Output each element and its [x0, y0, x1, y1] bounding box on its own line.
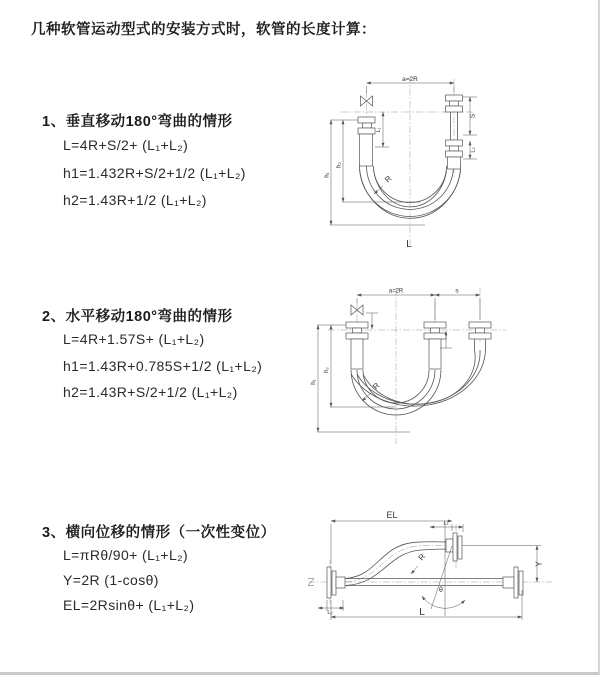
section-1-formula-h2: h2=1.43R+1/2 (L₁+L₂): [63, 192, 207, 208]
dim-label-y: Y: [534, 561, 544, 567]
dim-label-l2: L₂: [470, 147, 477, 153]
diagram-lateral-displacement: [300, 508, 590, 653]
dim-label-l1: L₁: [376, 127, 382, 133]
left-fitting: [346, 322, 368, 369]
dimension-lines: [317, 295, 480, 432]
dim-label-l1: L₁: [443, 520, 449, 527]
section-3-heading: 3、横向位移的情形（一次性变位）: [42, 525, 276, 541]
dim-label-l-total: L: [419, 607, 425, 618]
dim-label-s: S: [469, 113, 477, 119]
section-3-formula-el: EL=2Rsinθ+ (L₁+L₂): [63, 597, 195, 613]
hose-arcs: [351, 350, 486, 415]
section-2-heading: 2、水平移动180°弯曲的情形: [42, 309, 233, 325]
section-2-formula-h2: h2=1.43R+S/2+1/2 (L₁+L₂): [63, 384, 238, 400]
dim-label-theta: θ: [439, 587, 443, 594]
dim-label-h2: h₂: [324, 367, 330, 373]
diagram-horizontal-180-bend: [310, 282, 590, 457]
section-3-formula-y: Y=2R (1-cosθ): [63, 572, 159, 588]
dim-label-r: R: [383, 173, 394, 185]
dim-label-h2: h₂: [336, 162, 343, 168]
right-fitting-lower: [446, 140, 463, 169]
dim-label-el: EL: [386, 510, 398, 520]
middle-fitting: [424, 322, 446, 369]
page-title: 几种软管运动型式的安装方式时，软管的长度计算：: [31, 22, 376, 38]
section-2-formula-l: L=4R+1.57S+ (L₁+L₂): [63, 331, 205, 347]
dim-label-r: R: [416, 552, 428, 563]
dim-label-a2r: a=2R: [402, 76, 418, 83]
right-fitting: [469, 322, 491, 350]
dim-label-l2: L₂: [327, 610, 333, 616]
section-1-heading: 1、垂直移动180°弯曲的情形: [42, 114, 233, 130]
right-flange: [503, 567, 523, 598]
dim-label-h1: h₁: [311, 379, 317, 385]
section-3-formula-l: L=πRθ/90+ (L₁+L₂): [63, 547, 189, 563]
section-2-formula-h1: h1=1.43R+0.785S+1/2 (L₁+L₂): [63, 358, 263, 374]
dim-label-s: s: [455, 287, 459, 295]
left-fitting: [358, 117, 375, 166]
section-1-formula-h1: h1=1.432R+S/2+1/2 (L₁+L₂): [63, 165, 246, 181]
dim-label-l-total: L: [406, 239, 412, 250]
dim-label-a2r: a=2R: [388, 288, 404, 295]
diagram-vertical-180-bend: [325, 73, 495, 253]
section-1-formula-l: L=4R+S/2+ (L₁+L₂): [63, 137, 189, 153]
dim-label-r: R: [371, 380, 382, 392]
dimension-lines: [318, 521, 541, 620]
dim-label-h1: h₁: [324, 172, 331, 178]
left-flange: [327, 567, 345, 598]
